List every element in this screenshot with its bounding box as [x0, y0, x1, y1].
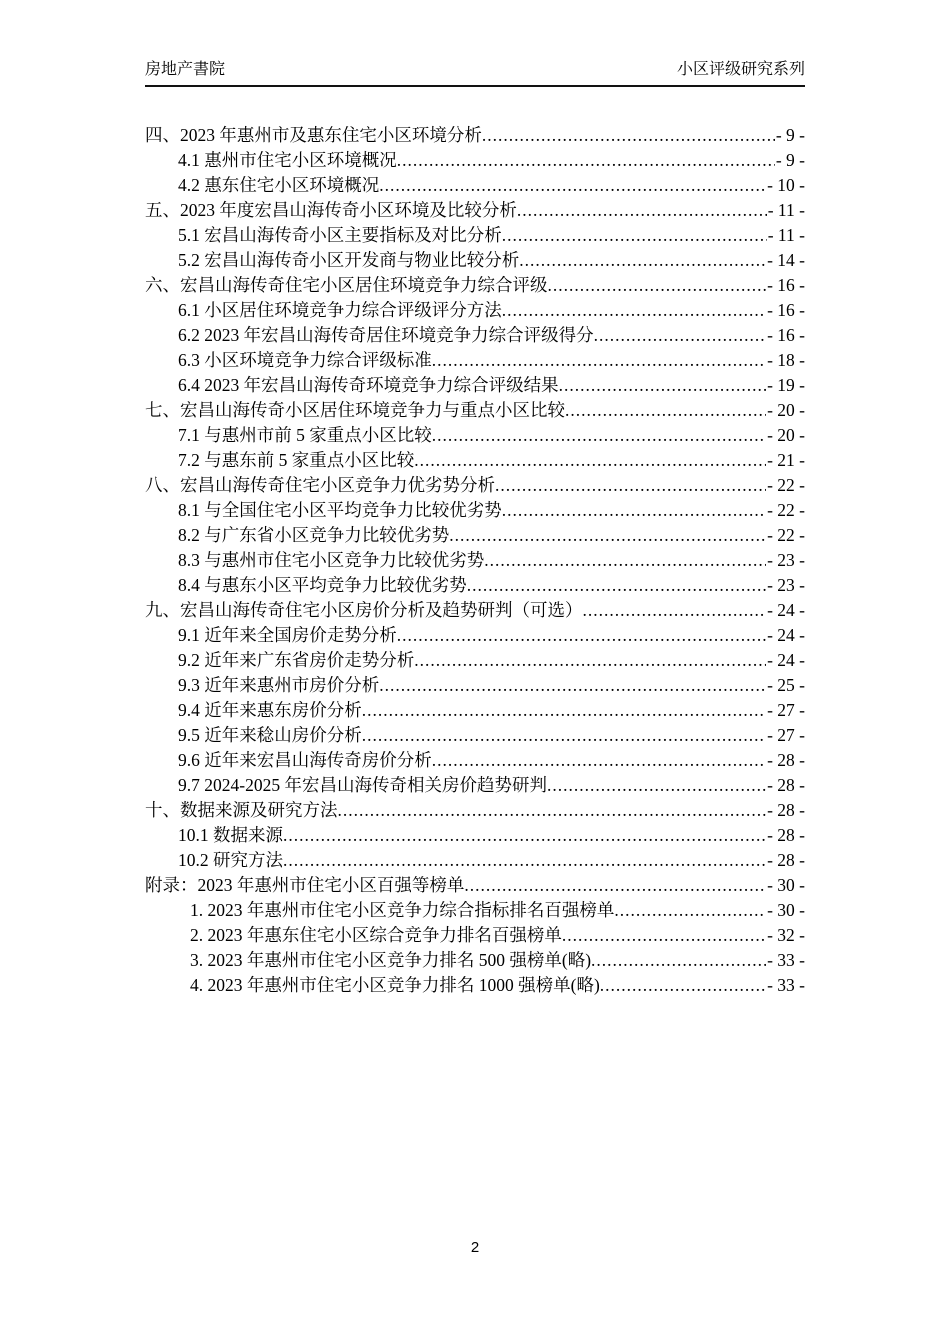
toc-entry-page: - 28 - — [767, 850, 805, 870]
dot-leader — [432, 423, 766, 448]
dot-leader — [449, 523, 766, 548]
toc-entry-page: - 9 - — [775, 125, 805, 145]
toc-entry-page: - 18 - — [767, 350, 805, 370]
toc-entry-page: - 28 - — [767, 750, 805, 770]
toc-entry-page: - 32 - — [767, 925, 805, 945]
toc-entry-page: - 28 - — [767, 825, 805, 845]
toc-entry-label: 8.3 与惠州市住宅小区竞争力比较优劣势 — [178, 550, 485, 570]
toc-entry-page: - 10 - — [767, 175, 805, 195]
header-left-text: 房地产書院 — [145, 61, 226, 78]
dot-leader — [397, 148, 775, 173]
toc-list — [145, 123, 805, 998]
toc-entry-label: 8.4 与惠东小区平均竞争力比较优劣势 — [178, 575, 467, 595]
dot-leader — [594, 323, 766, 348]
dot-leader — [414, 648, 766, 673]
toc-entry-page: - 28 - — [767, 800, 805, 820]
toc-entry-label: 9.3 近年来惠州市房价分析 — [178, 675, 380, 695]
dot-leader — [517, 198, 767, 223]
toc-entry[interactable] — [145, 273, 805, 298]
toc-entry-label: 八、宏昌山海传奇住宅小区竞争力优劣势分析 — [145, 475, 495, 495]
toc-entry[interactable] — [145, 773, 805, 798]
toc-entry-label: 8.1 与全国住宅小区平均竞争力比较优劣势 — [178, 500, 502, 520]
toc-entry[interactable] — [145, 573, 805, 598]
dot-leader — [562, 923, 766, 948]
toc-entry-label: 9.4 近年来惠东房价分析 — [178, 700, 362, 720]
toc-entry[interactable] — [145, 673, 805, 698]
dot-leader — [467, 573, 766, 598]
toc-entry[interactable] — [145, 798, 805, 823]
toc-entry[interactable] — [145, 848, 805, 873]
toc-entry-page: - 21 - — [767, 450, 805, 470]
toc-entry[interactable] — [145, 923, 805, 948]
toc-entry[interactable] — [145, 548, 805, 573]
toc-entry-page: - 22 - — [767, 500, 805, 520]
toc-entry-label: 7.2 与惠东前 5 家重点小区比较 — [178, 450, 415, 470]
toc-entry[interactable] — [145, 398, 805, 423]
dot-leader — [432, 748, 766, 773]
toc-entry[interactable] — [145, 873, 805, 898]
dot-leader — [397, 623, 766, 648]
toc-entry[interactable] — [145, 298, 805, 323]
dot-leader — [591, 948, 766, 973]
toc-entry[interactable] — [145, 423, 805, 448]
toc-entry-label: 5.2 宏昌山海传奇小区开发商与物业比较分析 — [178, 250, 520, 270]
toc-entry-label: 6.1 小区居住环境竞争力综合评级评分方法 — [178, 300, 502, 320]
toc-entry-page: - 16 - — [767, 300, 805, 320]
toc-entry[interactable] — [145, 648, 805, 673]
toc-entry-label: 9.1 近年来全国房价走势分析 — [178, 625, 397, 645]
dot-leader — [600, 973, 766, 998]
toc-entry[interactable] — [145, 123, 805, 148]
toc-entry-page: - 9 - — [775, 150, 805, 170]
dot-leader — [495, 473, 766, 498]
dot-leader — [484, 548, 766, 573]
page-header — [145, 60, 805, 87]
toc-entry-label: 附录：2023 年惠州市住宅小区百强等榜单 — [145, 875, 465, 895]
dot-leader — [464, 873, 766, 898]
toc-entry-label: 四、2023 年惠州市及惠东住宅小区环境分析 — [145, 125, 482, 145]
toc-entry[interactable] — [145, 623, 805, 648]
toc-entry[interactable] — [145, 448, 805, 473]
toc-entry[interactable] — [145, 473, 805, 498]
toc-entry-page: - 25 - — [767, 675, 805, 695]
toc-entry[interactable] — [145, 148, 805, 173]
toc-entry-label: 4. 2023 年惠州市住宅小区竞争力排名 1000 强榜单(略) — [190, 975, 600, 995]
dot-leader — [502, 498, 766, 523]
toc-entry-page: - 30 - — [767, 875, 805, 895]
toc-entry-page: - 33 - — [767, 975, 805, 995]
toc-entry[interactable] — [145, 698, 805, 723]
toc-entry-label: 4.2 惠东住宅小区环境概况 — [178, 175, 380, 195]
toc-entry-page: - 24 - — [767, 600, 805, 620]
dot-leader — [559, 373, 766, 398]
toc-entry-page: - 22 - — [767, 525, 805, 545]
toc-entry-label: 10.2 研究方法 — [178, 850, 283, 870]
toc-entry-page: - 23 - — [767, 575, 805, 595]
dot-leader — [283, 823, 766, 848]
dot-leader — [338, 798, 767, 823]
toc-entry[interactable] — [145, 323, 805, 348]
toc-entry-page: - 16 - — [767, 275, 805, 295]
toc-entry-label: 10.1 数据来源 — [178, 825, 283, 845]
toc-entry-label: 9.6 近年来宏昌山海传奇房价分析 — [178, 750, 432, 770]
toc-entry-label: 六、宏昌山海传奇住宅小区居住环境竞争力综合评级 — [145, 275, 548, 295]
toc-entry-page: - 19 - — [767, 375, 805, 395]
toc-entry-label: 3. 2023 年惠州市住宅小区竞争力排名 500 强榜单(略) — [190, 950, 592, 970]
page-number: 2 — [470, 1239, 480, 1256]
dot-leader — [502, 223, 767, 248]
toc-entry-page: - 20 - — [767, 425, 805, 445]
dot-leader — [432, 348, 766, 373]
toc-entry[interactable] — [145, 823, 805, 848]
toc-entry-label: 6.3 小区环境竞争力综合评级标准 — [178, 350, 432, 370]
toc-entry-page: - 33 - — [767, 950, 805, 970]
toc-entry-page: - 16 - — [767, 325, 805, 345]
toc-entry-page: - 11 - — [767, 225, 805, 245]
toc-entry[interactable] — [145, 498, 805, 523]
page-footer — [0, 1239, 950, 1256]
toc-entry-label: 6.4 2023 年宏昌山海传奇环境竞争力综合评级结果 — [178, 375, 559, 395]
dot-leader — [502, 298, 766, 323]
dot-leader — [362, 698, 766, 723]
toc-entry-label: 8.2 与广东省小区竞争力比较优劣势 — [178, 525, 450, 545]
toc-entry-label: 9.2 近年来广东省房价走势分析 — [178, 650, 415, 670]
toc-entry-label: 1. 2023 年惠州市住宅小区竞争力综合指标排名百强榜单 — [190, 900, 615, 920]
dot-leader — [614, 898, 766, 923]
toc-entry-page: - 22 - — [767, 475, 805, 495]
toc-entry-page: - 27 - — [767, 725, 805, 745]
dot-leader — [379, 173, 766, 198]
toc-entry[interactable] — [145, 173, 805, 198]
toc-entry[interactable] — [145, 348, 805, 373]
toc-entry[interactable] — [145, 598, 805, 623]
toc-entry[interactable] — [145, 198, 805, 223]
dot-leader — [283, 848, 766, 873]
toc-entry[interactable] — [145, 248, 805, 273]
toc-entry-page: - 24 - — [767, 650, 805, 670]
toc-entry-label: 五、2023 年度宏昌山海传奇小区环境及比较分析 — [145, 200, 517, 220]
toc-entry-page: - 27 - — [767, 700, 805, 720]
toc-entry[interactable] — [145, 973, 805, 998]
toc-entry-page: - 28 - — [767, 775, 805, 795]
toc-entry-label: 9.7 2024-2025 年宏昌山海传奇相关房价趋势研判 — [178, 775, 547, 795]
toc-entry-label: 2. 2023 年惠东住宅小区综合竞争力排名百强榜单 — [190, 925, 562, 945]
dot-leader — [547, 773, 766, 798]
dot-leader — [482, 123, 775, 148]
dot-leader — [414, 448, 766, 473]
toc-entry-page: - 23 - — [767, 550, 805, 570]
toc-entry-page: - 11 - — [767, 200, 805, 220]
toc-entry-label: 七、宏昌山海传奇小区居住环境竞争力与重点小区比较 — [145, 400, 565, 420]
toc-entry-label: 九、宏昌山海传奇住宅小区房价分析及趋势研判（可选） — [145, 600, 583, 620]
dot-leader — [379, 673, 766, 698]
dot-leader — [565, 398, 766, 423]
dot-leader — [548, 273, 767, 298]
toc-entry-label: 十、数据来源及研究方法 — [145, 800, 338, 820]
dot-leader — [519, 248, 766, 273]
toc-entry[interactable] — [145, 723, 805, 748]
toc-entry-label: 4.1 惠州市住宅小区环境概况 — [178, 150, 397, 170]
toc-entry-page: - 14 - — [767, 250, 805, 270]
dot-leader — [362, 723, 766, 748]
header-right-text: 小区评级研究系列 — [676, 61, 805, 78]
toc-entry[interactable] — [145, 748, 805, 773]
toc-entry-label: 7.1 与惠州市前 5 家重点小区比较 — [178, 425, 432, 445]
toc-entry-page: - 20 - — [767, 400, 805, 420]
toc-entry[interactable] — [145, 223, 805, 248]
toc-entry-label: 6.2 2023 年宏昌山海传奇居住环境竞争力综合评级得分 — [178, 325, 594, 345]
toc-entry[interactable] — [145, 373, 805, 398]
toc-entry[interactable] — [145, 948, 805, 973]
toc-entry[interactable] — [145, 898, 805, 923]
toc-entry-page: - 30 - — [767, 900, 805, 920]
toc-entry-label: 9.5 近年来稔山房价分析 — [178, 725, 362, 745]
toc-entry[interactable] — [145, 523, 805, 548]
toc-entry-label: 5.1 宏昌山海传奇小区主要指标及对比分析 — [178, 225, 502, 245]
toc-entry-page: - 24 - — [767, 625, 805, 645]
dot-leader — [583, 598, 767, 623]
